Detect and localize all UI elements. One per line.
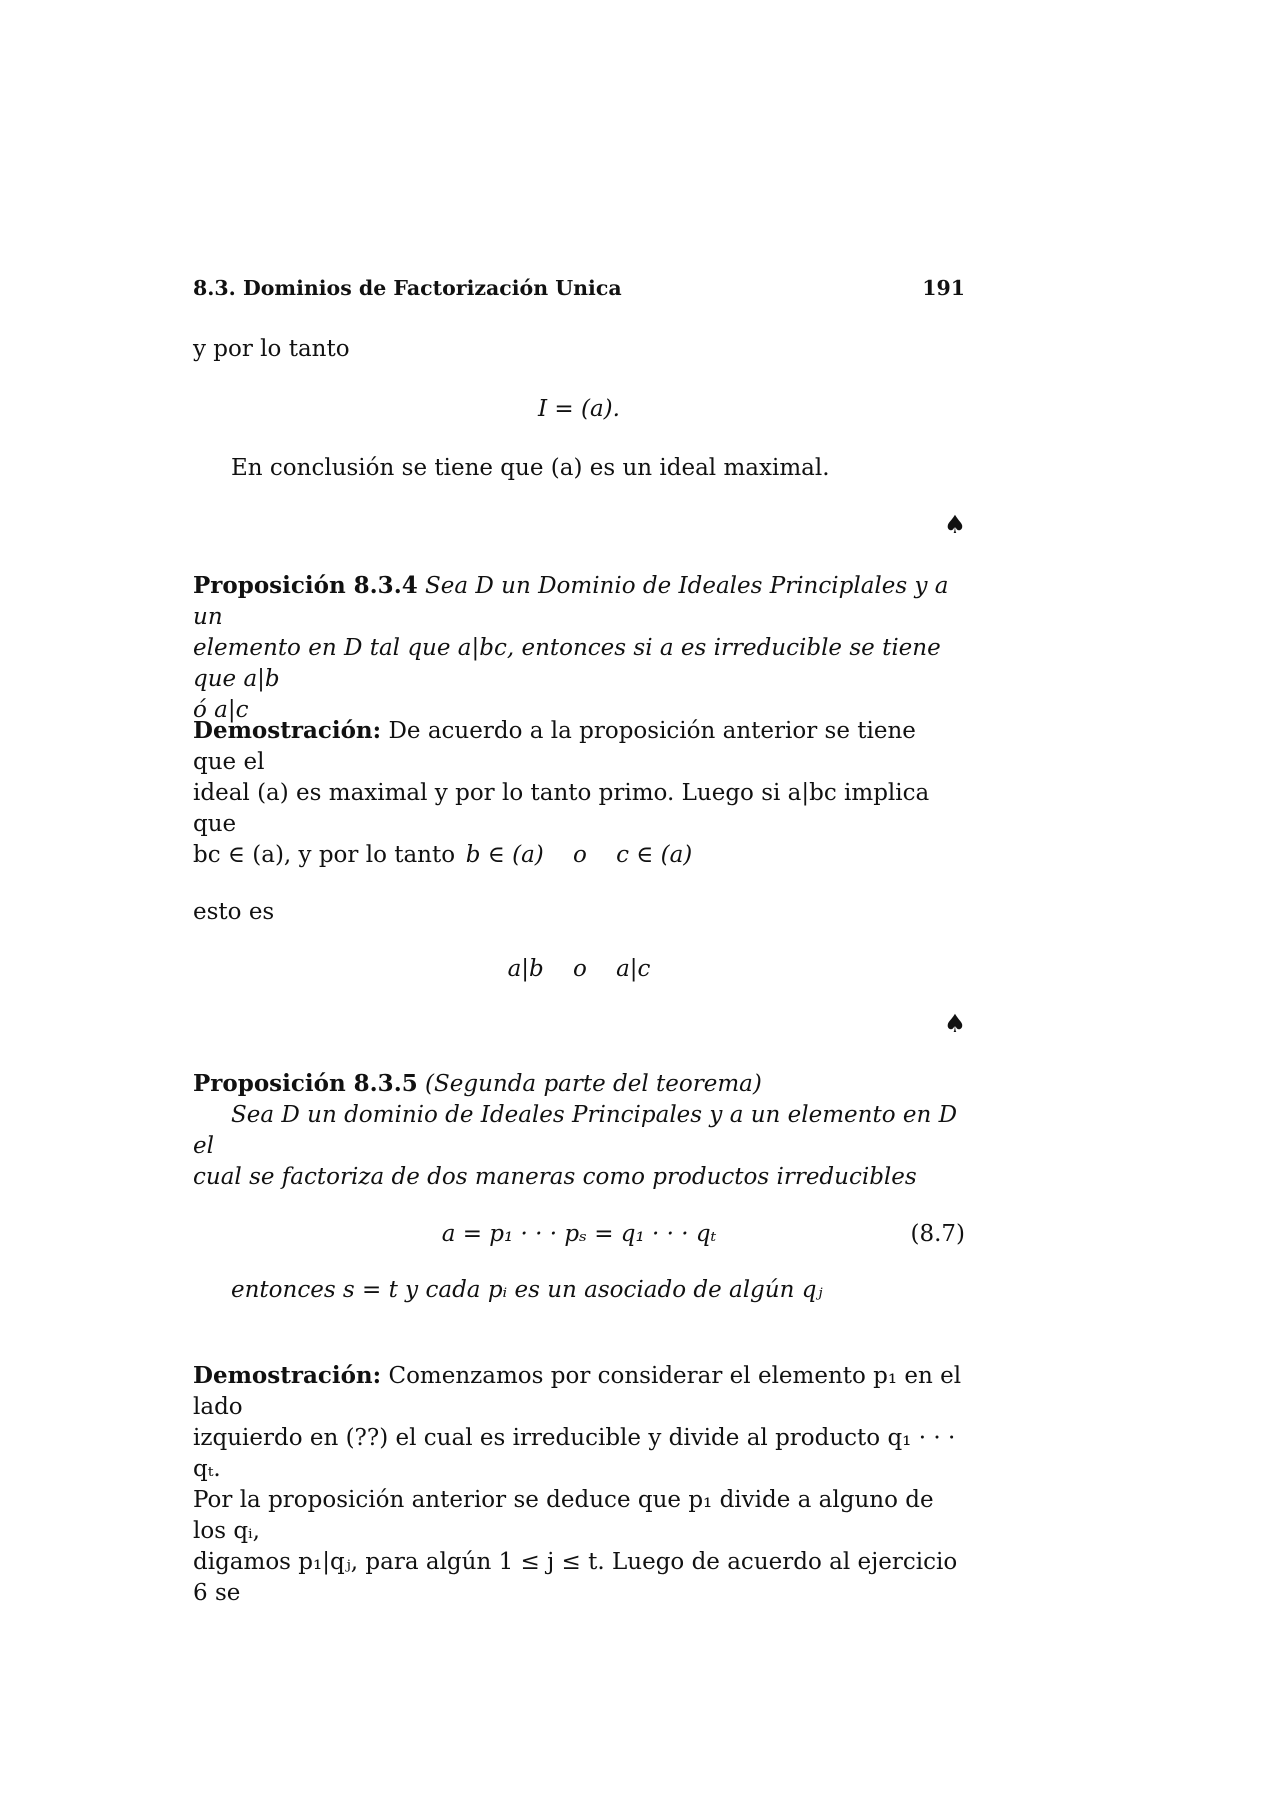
- section-title: 8.3. Dominios de Factorización Unica: [193, 276, 622, 300]
- equation-number: (8.7): [910, 1221, 965, 1247]
- proposition-line-1: Sea D un dominio de Ideales Principales y a un elemento en D el: [193, 1102, 958, 1159]
- proof-line-2: ideal (a) es maximal y por lo tanto primo. Luego si a|bc implica que: [193, 780, 930, 837]
- proposition-8-3-4: [193, 570, 965, 726]
- proof-line-1: Comenzamos por considerar el elemento p₁ en el lado: [193, 1363, 962, 1420]
- proof-label: Demostración:: [193, 717, 382, 744]
- proposition-line-2: elemento en D tal que a|bc, entonces si a es irreducible se tiene que a|b: [193, 635, 941, 692]
- qed-spade-icon: ♠: [943, 510, 967, 539]
- equation-8-7-row: [193, 1219, 965, 1250]
- qed-spade-icon: ♠: [943, 1009, 967, 1038]
- proof-line-1: De acuerdo a la proposición anterior se tiene que el: [193, 718, 916, 775]
- proposition-line-3: ó a|c: [193, 697, 249, 723]
- esto-es-text: esto es: [193, 899, 275, 925]
- proposition-label: Proposición 8.3.5: [193, 1070, 418, 1097]
- conclusion-text: En conclusión se tiene que (a) es un ideal maximal.: [231, 455, 830, 481]
- proposition-label: Proposición 8.3.4: [193, 572, 418, 599]
- equation-divides: a|b o a|c: [507, 956, 651, 982]
- proposition-subtitle: (Segunda parte del teorema): [425, 1071, 762, 1097]
- proposition-conclusion: entonces s = t y cada pᵢ es un asociado de algún qⱼ: [231, 1277, 823, 1303]
- intro-text: y por lo tanto: [193, 336, 350, 362]
- proof-line-3: bc ∈ (a), y por lo tanto: [193, 842, 456, 868]
- proof-line-2: izquierdo en (??) el cual es irreducible y divide al producto q₁ · · · qₜ.: [193, 1425, 956, 1482]
- proof-line-3: Por la proposición anterior se deduce que p₁ divide a alguno de los qᵢ,: [193, 1487, 934, 1544]
- proof-label: Demostración:: [193, 1362, 382, 1389]
- page-number: 191: [922, 276, 965, 300]
- equation-I: I = (a).: [538, 396, 620, 422]
- proposition-8-3-5: [193, 1068, 965, 1193]
- proposition-line-1: Sea D un Dominio de Ideales Principlales y a un: [193, 573, 949, 630]
- running-header: [193, 272, 965, 304]
- equation-membership: b ∈ (a) o c ∈ (a): [465, 842, 693, 868]
- proof-line-4: digamos p₁|qⱼ, para algún 1 ≤ j ≤ t. Luego de acuerdo al ejercicio 6 se: [193, 1549, 958, 1606]
- proof-2: [193, 1360, 965, 1609]
- proposition-line-2: cual se factoriza de dos maneras como productos irreducibles: [193, 1164, 917, 1190]
- equation-8-7: a = p₁ · · · pₛ = q₁ · · · qₜ: [441, 1221, 717, 1247]
